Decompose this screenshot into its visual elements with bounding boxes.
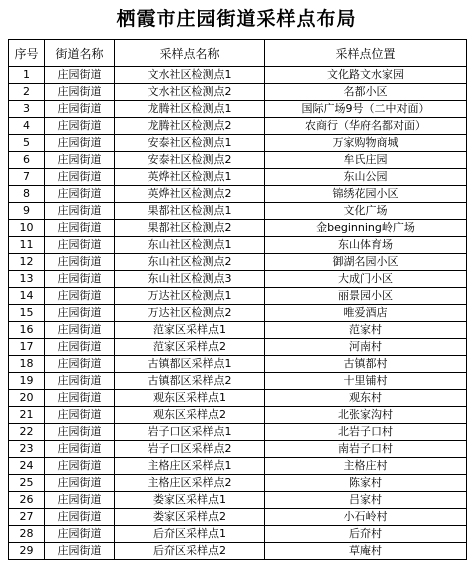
cell-location: 十里铺村 bbox=[265, 373, 467, 390]
cell-location: 小石岭村 bbox=[265, 509, 467, 526]
cell-no: 23 bbox=[9, 441, 45, 458]
cell-no: 18 bbox=[9, 356, 45, 373]
cell-street: 庄园街道 bbox=[45, 84, 115, 101]
table-row bbox=[9, 152, 467, 169]
cell-street: 庄园街道 bbox=[45, 424, 115, 441]
cell-location: 观东村 bbox=[265, 390, 467, 407]
cell-point: 娄家区采样点1 bbox=[115, 492, 265, 509]
table-row bbox=[9, 492, 467, 509]
table-row bbox=[9, 356, 467, 373]
table-row bbox=[9, 543, 467, 560]
cell-street: 庄园街道 bbox=[45, 322, 115, 339]
cell-point: 东山社区检测点2 bbox=[115, 254, 265, 271]
cell-no: 9 bbox=[9, 203, 45, 220]
cell-no: 10 bbox=[9, 220, 45, 237]
cell-point: 安泰社区检测点2 bbox=[115, 152, 265, 169]
table-row bbox=[9, 101, 467, 118]
cell-street: 庄园街道 bbox=[45, 254, 115, 271]
cell-point: 果都社区检测点2 bbox=[115, 220, 265, 237]
cell-point: 观东区采样点2 bbox=[115, 407, 265, 424]
cell-point: 英烨社区检测点2 bbox=[115, 186, 265, 203]
cell-street: 庄园街道 bbox=[45, 288, 115, 305]
cell-location: 古镇都村 bbox=[265, 356, 467, 373]
cell-location: 丽景园小区 bbox=[265, 288, 467, 305]
cell-no: 21 bbox=[9, 407, 45, 424]
cell-no: 25 bbox=[9, 475, 45, 492]
cell-point: 范家区采样点2 bbox=[115, 339, 265, 356]
cell-location: 农商行（华府名都对面） bbox=[265, 118, 467, 135]
cell-location: 锦绣花园小区 bbox=[265, 186, 467, 203]
cell-no: 8 bbox=[9, 186, 45, 203]
table-row bbox=[9, 186, 467, 203]
cell-no: 24 bbox=[9, 458, 45, 475]
header-point: 采样点名称 bbox=[115, 40, 265, 67]
cell-location: 河南村 bbox=[265, 339, 467, 356]
cell-location: 唯爱酒店 bbox=[265, 305, 467, 322]
table-row bbox=[9, 373, 467, 390]
cell-location: 范家村 bbox=[265, 322, 467, 339]
cell-no: 27 bbox=[9, 509, 45, 526]
cell-street: 庄园街道 bbox=[45, 305, 115, 322]
cell-point: 岩子口区采样点2 bbox=[115, 441, 265, 458]
cell-street: 庄园街道 bbox=[45, 356, 115, 373]
cell-location: 北张家沟村 bbox=[265, 407, 467, 424]
cell-location: 金beginning岭广场 bbox=[265, 220, 467, 237]
cell-point: 龙腾社区检测点2 bbox=[115, 118, 265, 135]
cell-point: 后夼区采样点1 bbox=[115, 526, 265, 543]
table-row bbox=[9, 288, 467, 305]
table-row bbox=[9, 305, 467, 322]
cell-location: 吕家村 bbox=[265, 492, 467, 509]
cell-no: 11 bbox=[9, 237, 45, 254]
cell-point: 东山社区检测点3 bbox=[115, 271, 265, 288]
cell-point: 主格庄区采样点1 bbox=[115, 458, 265, 475]
cell-no: 16 bbox=[9, 322, 45, 339]
cell-point: 范家区采样点1 bbox=[115, 322, 265, 339]
cell-street: 庄园街道 bbox=[45, 203, 115, 220]
table-row bbox=[9, 441, 467, 458]
cell-point: 后夼区采样点2 bbox=[115, 543, 265, 560]
header-street: 街道名称 bbox=[45, 40, 115, 67]
table-row bbox=[9, 220, 467, 237]
cell-street: 庄园街道 bbox=[45, 101, 115, 118]
table-row bbox=[9, 67, 467, 84]
table-row bbox=[9, 271, 467, 288]
table-row bbox=[9, 254, 467, 271]
cell-street: 庄园街道 bbox=[45, 475, 115, 492]
table-row bbox=[9, 407, 467, 424]
cell-no: 17 bbox=[9, 339, 45, 356]
cell-street: 庄园街道 bbox=[45, 237, 115, 254]
cell-location: 文化路文水家园 bbox=[265, 67, 467, 84]
cell-no: 6 bbox=[9, 152, 45, 169]
cell-street: 庄园街道 bbox=[45, 118, 115, 135]
cell-street: 庄园街道 bbox=[45, 67, 115, 84]
cell-street: 庄园街道 bbox=[45, 543, 115, 560]
cell-street: 庄园街道 bbox=[45, 152, 115, 169]
cell-street: 庄园街道 bbox=[45, 509, 115, 526]
header-row bbox=[9, 40, 467, 67]
table-row bbox=[9, 339, 467, 356]
cell-location: 陈家村 bbox=[265, 475, 467, 492]
table-row bbox=[9, 390, 467, 407]
table-header bbox=[9, 40, 467, 67]
cell-location: 名都小区 bbox=[265, 84, 467, 101]
cell-point: 古镇都区采样点2 bbox=[115, 373, 265, 390]
cell-point: 龙腾社区检测点1 bbox=[115, 101, 265, 118]
cell-no: 15 bbox=[9, 305, 45, 322]
cell-point: 安泰社区检测点1 bbox=[115, 135, 265, 152]
cell-no: 22 bbox=[9, 424, 45, 441]
cell-point: 果都社区检测点1 bbox=[115, 203, 265, 220]
cell-street: 庄园街道 bbox=[45, 135, 115, 152]
cell-no: 14 bbox=[9, 288, 45, 305]
cell-no: 12 bbox=[9, 254, 45, 271]
cell-street: 庄园街道 bbox=[45, 390, 115, 407]
table-row bbox=[9, 509, 467, 526]
cell-point: 万达社区检测点2 bbox=[115, 305, 265, 322]
cell-no: 2 bbox=[9, 84, 45, 101]
cell-no: 19 bbox=[9, 373, 45, 390]
cell-location: 北岩子口村 bbox=[265, 424, 467, 441]
table-row bbox=[9, 169, 467, 186]
cell-point: 英烨社区检测点1 bbox=[115, 169, 265, 186]
cell-street: 庄园街道 bbox=[45, 186, 115, 203]
cell-location: 东山公园 bbox=[265, 169, 467, 186]
cell-point: 古镇都区采样点1 bbox=[115, 356, 265, 373]
sampling-sites-table bbox=[8, 39, 467, 560]
cell-no: 29 bbox=[9, 543, 45, 560]
cell-point: 岩子口区采样点1 bbox=[115, 424, 265, 441]
header-no: 序号 bbox=[9, 40, 45, 67]
cell-location: 御湖名园小区 bbox=[265, 254, 467, 271]
cell-point: 文水社区检测点1 bbox=[115, 67, 265, 84]
table-row bbox=[9, 84, 467, 101]
table-row bbox=[9, 135, 467, 152]
cell-location: 牟氏庄园 bbox=[265, 152, 467, 169]
cell-no: 13 bbox=[9, 271, 45, 288]
cell-no: 20 bbox=[9, 390, 45, 407]
cell-street: 庄园街道 bbox=[45, 169, 115, 186]
cell-location: 后夼村 bbox=[265, 526, 467, 543]
table-row bbox=[9, 203, 467, 220]
table-row bbox=[9, 475, 467, 492]
cell-point: 东山社区检测点1 bbox=[115, 237, 265, 254]
cell-point: 主格庄区采样点2 bbox=[115, 475, 265, 492]
cell-location: 国际广场9号（二中对面） bbox=[265, 101, 467, 118]
cell-location: 主格庄村 bbox=[265, 458, 467, 475]
table-row bbox=[9, 424, 467, 441]
cell-location: 大成门小区 bbox=[265, 271, 467, 288]
cell-street: 庄园街道 bbox=[45, 492, 115, 509]
header-location: 采样点位置 bbox=[265, 40, 467, 67]
table-row bbox=[9, 526, 467, 543]
cell-point: 文水社区检测点2 bbox=[115, 84, 265, 101]
cell-point: 娄家区采样点2 bbox=[115, 509, 265, 526]
cell-point: 观东区采样点1 bbox=[115, 390, 265, 407]
cell-street: 庄园街道 bbox=[45, 373, 115, 390]
cell-street: 庄园街道 bbox=[45, 339, 115, 356]
cell-street: 庄园街道 bbox=[45, 458, 115, 475]
cell-no: 7 bbox=[9, 169, 45, 186]
cell-no: 28 bbox=[9, 526, 45, 543]
cell-no: 1 bbox=[9, 67, 45, 84]
cell-street: 庄园街道 bbox=[45, 271, 115, 288]
cell-location: 文化广场 bbox=[265, 203, 467, 220]
cell-location: 万家购物商城 bbox=[265, 135, 467, 152]
table-row bbox=[9, 237, 467, 254]
cell-location: 东山体育场 bbox=[265, 237, 467, 254]
cell-street: 庄园街道 bbox=[45, 441, 115, 458]
cell-no: 5 bbox=[9, 135, 45, 152]
table-row bbox=[9, 458, 467, 475]
cell-no: 26 bbox=[9, 492, 45, 509]
table-row bbox=[9, 322, 467, 339]
cell-location: 草庵村 bbox=[265, 543, 467, 560]
page-title: 栖霞市庄园街道采样点布局 bbox=[116, 8, 357, 30]
table-row bbox=[9, 118, 467, 135]
cell-street: 庄园街道 bbox=[45, 407, 115, 424]
cell-street: 庄园街道 bbox=[45, 526, 115, 543]
cell-no: 4 bbox=[9, 118, 45, 135]
cell-location: 南岩子口村 bbox=[265, 441, 467, 458]
cell-no: 3 bbox=[9, 101, 45, 118]
cell-street: 庄园街道 bbox=[45, 220, 115, 237]
table-body bbox=[9, 67, 467, 560]
cell-point: 万达社区检测点1 bbox=[115, 288, 265, 305]
